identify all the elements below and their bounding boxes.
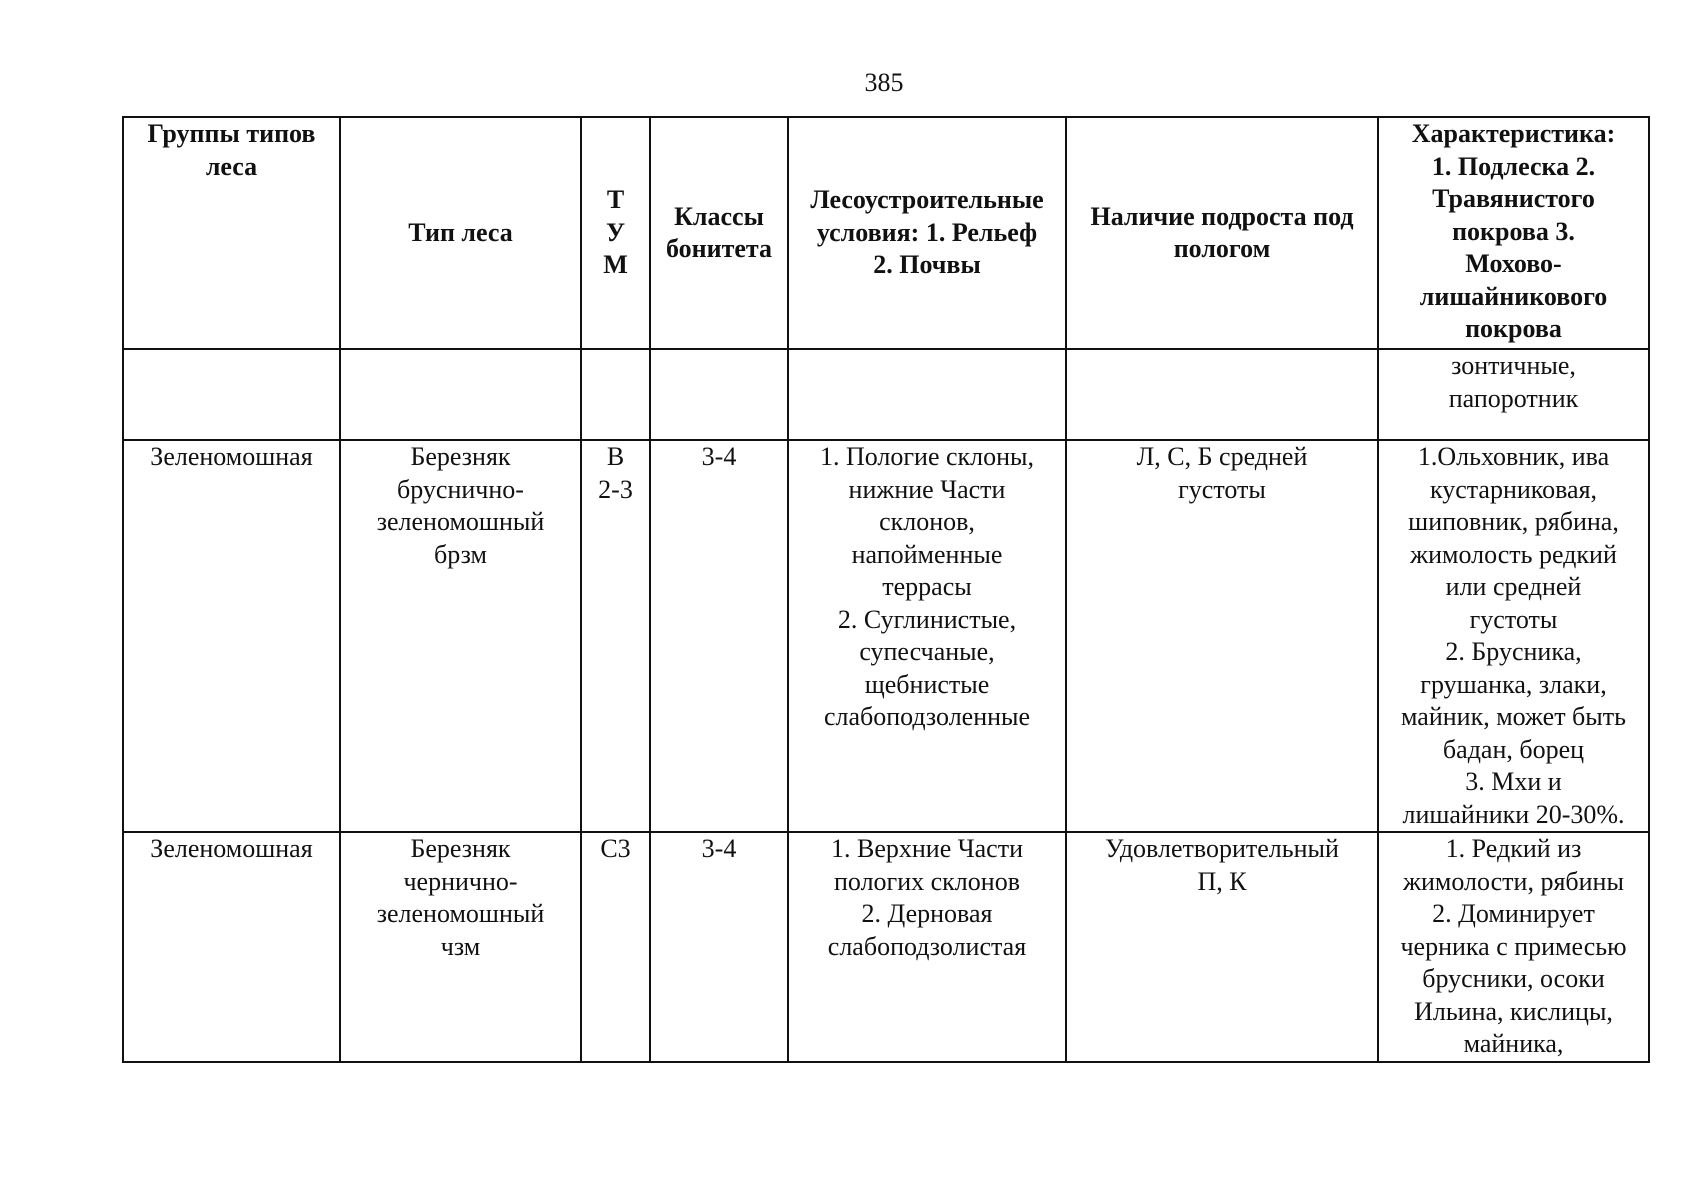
cell-forest-type: Березняк чернично- зеленомошный чзм xyxy=(340,832,581,1062)
cell-conditions: 1. Верхние Части пологих склонов 2. Дерновая слабоподзолистая xyxy=(788,832,1066,1062)
cell-group: Зеленомошная xyxy=(123,440,340,832)
cell-tum: С3 xyxy=(581,832,650,1062)
cell-undergrowth xyxy=(1066,349,1378,440)
header-characteristics: Характеристика: 1. Подлеска 2. Травянистого покрова 3. Мохово- лишайникового покрова xyxy=(1378,117,1649,349)
cell-bonitet: 3-4 xyxy=(650,440,788,832)
page-number: 385 xyxy=(864,68,904,97)
table-row xyxy=(123,440,1649,832)
cell-bonitet xyxy=(650,349,788,440)
cell-conditions xyxy=(788,349,1066,440)
cell-group xyxy=(123,349,340,440)
cell-undergrowth: Удовлетворительный П, К xyxy=(1066,832,1378,1062)
cell-characteristics: 1.Ольховник, ива кустарниковая, шиповник, рябина, жимолость редкий или средней густоты 2. Брусника, грушанка, злаки, майник, может быть бадан, борец 3. Мхи и лишайники 20-30%. xyxy=(1378,440,1649,832)
cell-group: Зеленомошная xyxy=(123,832,340,1062)
cell-tum xyxy=(581,349,650,440)
cell-forest-type xyxy=(340,349,581,440)
cell-undergrowth: Л, С, Б средней густоты xyxy=(1066,440,1378,832)
header-conditions: Лесоустроительные условия: 1. Рельеф 2. Почвы xyxy=(788,117,1066,349)
header-group: Группы типов леса xyxy=(123,117,340,349)
forest-types-table xyxy=(122,116,1650,1063)
cell-tum: В 2-3 xyxy=(581,440,650,832)
cell-bonitet: 3-4 xyxy=(650,832,788,1062)
table-header-row xyxy=(123,117,1649,349)
header-undergrowth: Наличие подроста под пологом xyxy=(1066,117,1378,349)
table-row xyxy=(123,832,1649,1062)
cell-conditions: 1. Пологие склоны, нижние Части склонов, напойменные террасы 2. Суглинистые, супесчаные, щебнистые слабоподзоленные xyxy=(788,440,1066,832)
header-tum: Т У М xyxy=(581,117,650,349)
header-forest-type: Тип леса xyxy=(340,117,581,349)
cell-characteristics: зонтичные, папоротник xyxy=(1378,349,1649,440)
cell-characteristics: 1. Редкий из жимолости, рябины 2. Доминирует черника с примесью брусники, осоки Ильина, кислицы, майника, xyxy=(1378,832,1649,1062)
cell-forest-type: Березняк бруснично- зеленомошный брзм xyxy=(340,440,581,832)
header-bonitet: Классы бонитета xyxy=(650,117,788,349)
table-row-continuation xyxy=(123,349,1649,440)
